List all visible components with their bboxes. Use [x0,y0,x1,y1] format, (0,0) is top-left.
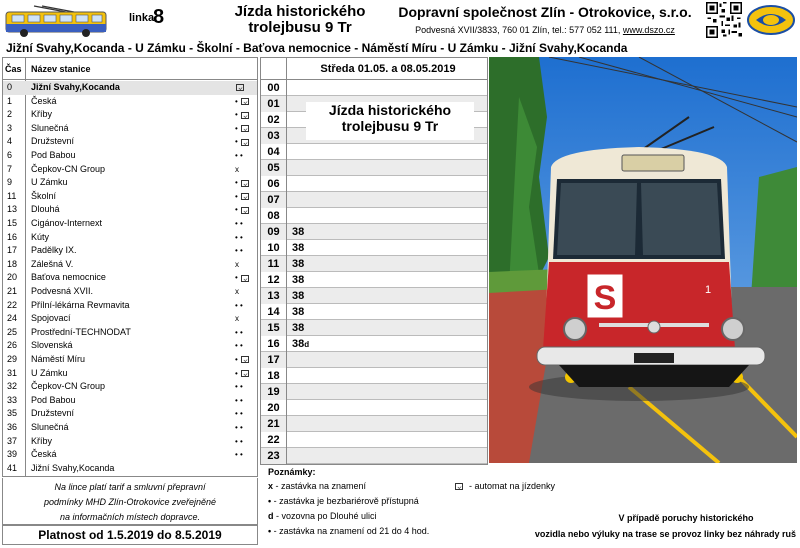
line-label: linka [129,12,155,24]
station-flags [235,203,257,217]
departure-minutes [292,224,304,241]
station-flag-symbols: • [235,96,241,106]
hour-cell: 16 [261,336,287,352]
station-flags [235,217,257,231]
station-name: Náměstí Míru [31,354,86,364]
station-name: Česká [31,449,57,460]
route-description: Jižní Svahy,Kocanda - U Zámku - Školní - Baťova nemocnice - Náměstí Míru - U Zámku - Jižní Svahy,Kocanda [6,41,628,55]
legend-item-ticket-machine [454,481,555,491]
station-time: 29 [7,354,18,364]
ticket-machine-icon [241,112,249,119]
hour-row [261,384,487,400]
hour-cell: 00 [261,80,287,96]
ticket-machine-icon [241,180,249,187]
station-flag-symbols: • • [235,327,243,337]
station-flag-symbols: • • [235,151,243,160]
station-name: Baťova nemocnice [31,272,106,283]
depot-text: - vozovna po Dlouhé ulici [273,511,377,521]
departure-minutes [292,336,309,353]
station-flag-symbols: • • [235,219,243,228]
timetable-grid [260,57,488,465]
station-flag-symbols: • • [235,232,243,242]
hour-cell: 12 [261,272,287,288]
time-column-header: Čas [5,64,22,74]
station-flags [235,258,257,272]
barrier-free-symbol: • [268,496,272,506]
legend-title: Poznámky: [268,467,316,477]
minute-value: 38 [292,274,305,286]
station-time: 24 [7,313,18,324]
station-flag-symbols: • [235,191,241,201]
station-row [3,380,257,394]
station-time: 18 [7,258,18,269]
station-time: 36 [7,422,18,432]
station-time: 4 [7,136,13,147]
station-name: Čepkov-CN Group [31,381,106,392]
station-name: U Zámku [31,367,68,378]
station-time: 33 [7,394,18,405]
station-row [3,231,257,245]
station-flag-symbols: • [235,178,241,188]
station-row [3,203,257,217]
stations-table [2,57,258,477]
ticket-machine-icon [241,275,249,282]
hour-row [261,240,487,256]
station-flag-symbols: x [235,287,239,296]
minute-value: 38 [292,338,305,350]
station-name: Pod Babou [31,394,76,405]
station-name: Padělky IX. [31,245,77,256]
station-time: 35 [7,408,18,419]
station-name: Česká [31,95,57,106]
hour-row [261,160,487,176]
hour-header-cell [261,58,287,79]
svg-text:S: S [593,279,617,317]
page-title [215,4,385,36]
station-name: Spojovací [31,313,71,324]
station-flags [235,407,257,421]
station-time: 6 [7,150,13,160]
barrier-free-text: - zastávka je bezbariérově přístupná [271,496,419,506]
station-flags [235,380,257,394]
station-name: Družstevní [31,136,75,147]
hour-row [261,192,487,208]
line-number: 8 [153,6,165,28]
station-row [3,95,257,109]
station-row [3,122,257,136]
station-row [3,339,257,353]
qr-code-icon [706,2,742,38]
station-flags [235,326,257,340]
station-row [3,299,257,313]
station-flag-symbols: • [235,273,241,283]
station-flags [235,285,257,299]
hour-cell: 13 [261,288,287,304]
station-flags [235,244,257,258]
legend-item-barrier-free [268,496,419,506]
ticket-machine-icon [241,139,249,146]
station-flag-symbols: • • [235,341,243,351]
station-time: 26 [7,340,18,351]
tariff-note [2,478,258,525]
title-line-2: trolejbusu 9 Tr [248,19,352,36]
hour-cell: 17 [261,352,287,368]
station-row [3,285,257,299]
station-row [3,163,257,177]
hour-cell: 03 [261,128,287,144]
station-time: 13 [7,204,18,215]
station-name: Podvesná XVII. [31,286,94,296]
company-name: Dopravní společnost Zlín - Otrokovice, s.r.o. [398,4,692,20]
timetable-overlay-title [306,102,474,140]
station-name: Slunečná [31,122,69,133]
station-flag-symbols: • [235,110,241,120]
station-time: 25 [7,326,18,337]
station-name: Cigánov-Internext [31,218,103,228]
station-name: Čepkov-CN Group [31,163,106,174]
historic-trolleybus-photo [489,57,797,463]
station-row [3,81,257,95]
station-flag-symbols: x [235,164,239,174]
legend-item-night-request [268,526,429,536]
station-flag-symbols: x [235,314,239,324]
hour-row [261,256,487,272]
hour-cell: 09 [261,224,287,240]
station-row [3,108,257,122]
station-flags [235,108,257,122]
station-flag-symbols: • • [235,300,243,310]
station-time: 39 [7,449,18,460]
hour-row [261,352,487,368]
minute-value: 38 [292,242,305,254]
station-flags [235,435,257,449]
hour-cell: 07 [261,192,287,208]
hour-cell: 01 [261,96,287,112]
station-flag-symbols: • • [235,395,243,405]
station-time: 1 [7,95,13,106]
station-flag-symbols: • [235,205,241,215]
station-flag-symbols: • • [235,382,243,392]
station-name: Školní [31,190,57,201]
station-name: Jižní Svahy,Kocanda [31,462,115,473]
station-time: 0 [7,82,13,92]
station-name: Kříby [31,435,53,446]
hour-row [261,304,487,320]
minute-value: 38 [292,306,305,318]
hour-cell: 04 [261,144,287,160]
website-link[interactable]: www.dszo.cz [622,25,675,35]
station-row [3,312,257,326]
station-flag-symbols: • [235,368,241,378]
hour-cell: 20 [261,400,287,416]
station-time: 16 [7,231,18,242]
minute-value: 38 [292,258,305,270]
station-flags [235,271,257,285]
hour-row [261,368,487,384]
station-time: 21 [7,286,18,296]
station-time: 9 [7,177,13,188]
station-flags [235,135,257,149]
ticket-machine-icon [241,125,249,132]
departure-minutes [292,272,304,289]
station-flags [235,394,257,408]
station-row [3,407,257,421]
hour-row [261,272,487,288]
failure-notice-line-1: V případě poruchy historického [618,513,754,523]
legend [260,465,796,545]
station-row [3,217,257,231]
station-flag-symbols: • [235,355,241,364]
station-name: Slovenská [31,340,73,351]
station-flags [235,339,257,353]
station-row [3,462,257,476]
station-name: Pod Babou [31,150,76,160]
station-row [3,149,257,163]
hour-cell: 05 [261,160,287,176]
hour-cell: 15 [261,320,287,336]
overlay-line-1: Jízda historického [328,102,452,118]
station-row [3,435,257,449]
station-row [3,271,257,285]
station-time: 15 [7,218,18,228]
station-flags [235,448,257,462]
station-row [3,176,257,190]
ticket-machine-icon [241,98,249,105]
station-flags [235,421,257,435]
dszo-logo-icon [746,4,796,36]
station-row [3,244,257,258]
station-flags [235,176,257,190]
trolleybus-logo-icon [4,4,108,38]
ticket-machine-icon [241,370,249,377]
minute-value: 38 [292,322,305,334]
station-flag-symbols: x [235,259,239,269]
station-flag-symbols: • • [235,423,243,432]
station-flags [235,312,257,326]
station-name: Zálešná V. [31,258,74,269]
departure-minutes [292,288,304,305]
hour-cell: 11 [261,256,287,272]
hour-row [261,224,487,240]
station-name: Družstevní [31,408,75,419]
station-row [3,448,257,462]
station-row [3,326,257,340]
tariff-line-1: Na lince platí tarif a smluvní přepravní [54,482,206,492]
station-row [3,367,257,381]
hour-cell: 22 [261,432,287,448]
station-time: 20 [7,272,18,283]
hour-row [261,336,487,352]
station-name: Přílní-lékárna Revmavita [31,299,130,310]
ticket-machine-text: - automat na jízdenky [469,481,556,491]
station-row [3,258,257,272]
hour-row [261,144,487,160]
station-row [3,421,257,435]
legend-item-on-request [268,481,366,491]
station-name: Slunečná [31,422,69,432]
station-flags [235,190,257,204]
station-flags [235,81,257,95]
company-address [392,25,698,35]
tariff-line-2: podmínky MHD Zlín-Otrokovice zveřejněné [43,497,217,507]
hour-row [261,176,487,192]
night-request-symbol: • [268,526,272,536]
hour-cell: 14 [261,304,287,320]
ticket-machine-icon [241,356,249,363]
on-request-text: - zastávka na znamení [273,481,367,491]
station-row [3,190,257,204]
hour-cell: 08 [261,208,287,224]
station-flag-symbols: • [235,137,241,147]
station-name: U Zámku [31,177,68,188]
failure-notice-line-2: vozidla nebo výluky na trase se provoz linky bez náhrady ruš [534,529,796,539]
hour-row [261,80,487,96]
hour-cell: 06 [261,176,287,192]
station-name: Jižní Svahy,Kocanda [31,82,120,92]
station-time: 32 [7,381,18,392]
title-line-1: Jízda historického [234,3,366,20]
hour-row [261,288,487,304]
station-row [3,135,257,149]
hour-row [261,448,487,464]
hour-row [261,432,487,448]
station-time: 31 [7,367,18,378]
hour-row [261,400,487,416]
station-flags [235,163,257,177]
hour-row [261,416,487,432]
station-name: Kříby [31,109,53,120]
minute-value: 38 [292,226,305,238]
station-flag-symbols: • • [235,450,243,460]
minute-value: 38 [292,290,305,302]
station-row [3,353,257,367]
departure-minutes [292,304,304,321]
tariff-line-3: na informačních místech dopravce. [59,512,201,522]
hour-cell: 23 [261,448,287,464]
station-time: 7 [7,163,13,174]
station-flags [235,353,257,367]
station-flags [235,95,257,109]
departure-minutes [292,256,304,273]
departure-minutes [292,240,304,257]
stations-header [3,58,257,80]
station-flags [235,149,257,163]
departure-minutes [292,320,304,337]
station-flag-symbols: • [235,123,241,133]
station-flag-symbols: • • [235,409,243,419]
hour-cell: 10 [261,240,287,256]
hour-cell: 21 [261,416,287,432]
night-request-text: - zastávka na znamení od 21 do 4 hod. [271,526,430,536]
station-time: 17 [7,245,18,256]
station-flag-symbols: • • [235,436,243,446]
station-row [3,394,257,408]
station-name: Kúty [31,231,50,242]
timetable-header [261,58,487,80]
station-time: 22 [7,299,18,310]
overlay-line-2: trolejbusu 9 Tr [341,118,439,134]
address-text: Podvesná XVII/3833, 760 01 Zlín, tel.: 577 052 111, [415,25,623,35]
station-time: 37 [7,435,18,446]
station-time: 2 [7,109,13,120]
minute-note: d [304,340,310,349]
ticket-machine-icon [455,483,463,490]
station-flags [235,299,257,313]
legend-item-depot [268,511,377,521]
svg-text:1: 1 [705,284,712,296]
station-time: 41 [7,462,18,473]
station-flags [235,367,257,381]
station-time: 3 [7,122,13,133]
service-date: Středa 01.05. a 08.05.2019 [320,63,456,75]
depot-symbol: d [268,511,274,521]
station-name: Dlouhá [31,204,60,215]
hour-cell: 02 [261,112,287,128]
station-flags [235,231,257,245]
station-time: 11 [7,190,17,201]
hour-row [261,208,487,224]
ticket-machine-icon [241,207,249,214]
station-flag-symbols: • • [235,246,243,256]
station-name: Prostřední-TECHNODAT [31,326,131,337]
hour-cell: 19 [261,384,287,400]
hour-row [261,320,487,336]
station-flags [235,122,257,136]
hour-cell: 18 [261,368,287,384]
station-column-header: Název stanice [31,64,91,74]
validity-period: Platnost od 1.5.2019 do 8.5.2019 [2,525,258,545]
on-request-symbol: x [268,481,274,491]
ticket-machine-icon [236,84,244,91]
ticket-machine-icon [241,193,249,200]
